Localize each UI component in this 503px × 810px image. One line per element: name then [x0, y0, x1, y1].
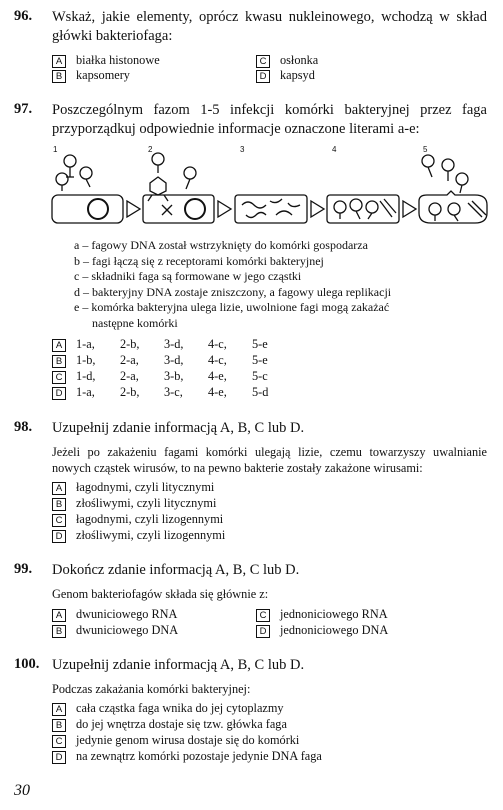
- option-letter-box: D: [52, 387, 66, 400]
- phage-icon: [56, 155, 92, 191]
- statement-d: d – bakteryjny DNA zostaje zniszczony, a fagowy ulega replikacji: [74, 284, 392, 299]
- phage-icon: [422, 155, 486, 221]
- option-d[interactable]: [52, 749, 322, 764]
- answer-pair: 2-b,: [120, 337, 140, 351]
- step-number: 3: [240, 145, 245, 154]
- option-text: cała cząstka faga wnika do jej cytoplazmy: [76, 701, 284, 715]
- answer-pair: 3-b,: [164, 369, 184, 383]
- option-letter-box: B: [52, 355, 66, 368]
- option-text: jednoniciowego DNA: [280, 623, 389, 637]
- question-text: Uzupełnij zdanie informacją A, B, C lub D.: [52, 420, 305, 436]
- option-text: kapsomery: [76, 68, 130, 82]
- answer-b[interactable]: [52, 353, 296, 368]
- answer-pair: 5-e: [252, 337, 268, 351]
- option-c[interactable]: [256, 607, 388, 622]
- bacterium-cell: [327, 195, 399, 223]
- option-letter-box: C: [256, 609, 270, 622]
- option-d[interactable]: [256, 68, 315, 83]
- answer-pair: 2-a,: [120, 369, 139, 383]
- bacterial-chromosome: [185, 199, 205, 219]
- option-letter-box: A: [52, 703, 66, 716]
- option-letter-box: D: [256, 625, 270, 638]
- option-letter-box: C: [52, 514, 66, 527]
- statement-b: b – fagi łączą się z receptorami komórki bakteryjnej: [74, 253, 324, 268]
- answer-pair: 1-d,: [76, 369, 96, 383]
- option-b[interactable]: [52, 496, 216, 511]
- option-b[interactable]: [52, 68, 130, 83]
- page-number: 30: [14, 782, 30, 799]
- option-text: jedynie genom wirusa dostaje się do komórki: [76, 733, 300, 747]
- option-letter-box: C: [256, 55, 270, 68]
- option-text: dwuniciowego RNA: [76, 607, 178, 621]
- answer-pair: 1-b,: [76, 353, 96, 367]
- question-stem: Podczas zakażania komórki bakteryjnej:: [52, 682, 251, 696]
- option-d[interactable]: [52, 528, 225, 543]
- question-text: Wskaż, jakie elementy, oprócz kwasu nukleinowego, wchodzą w skład główki bakteriofaga:: [52, 9, 487, 44]
- question-text: Poszczególnym fazom 1-5 infekcji komórki bakteryjnej przez faga przyporządkuj odpowiednie informacje oznaczone literami a-e:: [52, 102, 487, 137]
- option-letter-box: A: [52, 339, 66, 352]
- option-letter-box: D: [52, 530, 66, 543]
- option-letter-box: A: [52, 55, 66, 68]
- option-text: do jej wnętrza dostaje się tzw. główka faga: [76, 717, 287, 731]
- step-number: 4: [332, 145, 337, 154]
- step-number: 2: [148, 145, 153, 154]
- option-text: dwuniciowego DNA: [76, 623, 179, 637]
- answer-pair: 4-c,: [208, 353, 227, 367]
- bacterium-cell: [143, 195, 214, 223]
- option-c[interactable]: [52, 512, 223, 527]
- question-number: 98.: [14, 419, 33, 435]
- question-text: Dokończ zdanie informacją A, B, C lub D.: [52, 562, 300, 578]
- option-d[interactable]: [256, 623, 388, 638]
- answer-pair: 4-c,: [208, 337, 227, 351]
- question-number: 99.: [14, 561, 33, 577]
- question-text: Uzupełnij zdanie informacją A, B, C lub D.: [52, 657, 305, 673]
- phage-icon: [148, 153, 196, 215]
- question-stem: Jeżeli po zakażeniu fagami komórki ulegają lizie, czemu towarzyszy uwalnianie nowych cząstek wirusów, to na pewno bakterie zostały zakażone wirusami:: [52, 445, 487, 475]
- option-text: na zewnątrz komórki pozostaje jedynie DNA faga: [76, 749, 322, 763]
- option-letter-box: B: [52, 498, 66, 511]
- bacterial-chromosome: [88, 199, 108, 219]
- bacterium-cell: [235, 195, 307, 223]
- option-letter-box: D: [256, 70, 270, 83]
- arrow-icon: [127, 201, 140, 217]
- option-a[interactable]: [52, 53, 160, 68]
- option-letter-box: C: [52, 735, 66, 748]
- step-number: 1: [53, 145, 58, 154]
- arrow-icon: [218, 201, 231, 217]
- answer-pair: 5-e: [252, 353, 268, 367]
- answer-pair: 1-a,: [76, 337, 95, 351]
- option-text: kapsyd: [280, 68, 315, 82]
- question-number: 97.: [14, 101, 33, 117]
- option-letter-box: B: [52, 70, 66, 83]
- step-number: 5: [423, 145, 428, 154]
- option-text: osłonka: [280, 53, 319, 67]
- answer-pair: 2-b,: [120, 385, 140, 399]
- option-text: łagodnymi, czyli litycznymi: [76, 480, 215, 494]
- option-a[interactable]: [52, 701, 284, 716]
- answer-pair: 4-e,: [208, 369, 227, 383]
- option-a[interactable]: [52, 480, 214, 495]
- option-letter-box: D: [52, 751, 66, 764]
- answer-pair: 1-a,: [76, 385, 95, 399]
- answer-pair: 4-e,: [208, 385, 227, 399]
- answer-c[interactable]: [52, 369, 296, 384]
- answer-pair: 2-a,: [120, 353, 139, 367]
- option-text: złośliwymi, czyli litycznymi: [76, 496, 217, 510]
- answer-pair: 5-d: [252, 385, 269, 399]
- option-letter-box: B: [52, 719, 66, 732]
- answer-pair: 3-d,: [164, 337, 184, 351]
- option-text: jednoniciowego RNA: [280, 607, 388, 621]
- statement-a: a – fagowy DNA został wstrzyknięty do komórki gospodarza: [74, 238, 368, 252]
- question-number: 100.: [14, 656, 40, 672]
- option-letter-box: B: [52, 625, 66, 638]
- phage-infection-diagram: [50, 143, 500, 235]
- option-text: łagodnymi, czyli lizogennymi: [76, 512, 224, 526]
- option-a[interactable]: [52, 607, 177, 622]
- question-stem: Genom bakteriofagów składa się głównie z:: [52, 587, 269, 601]
- statement-e-continued: następne komórki: [92, 315, 178, 330]
- dna-fragments-icon: [242, 199, 300, 218]
- answer-d[interactable]: [52, 385, 296, 400]
- option-letter-box: C: [52, 371, 66, 384]
- option-b[interactable]: [52, 717, 287, 732]
- option-text: białka histonowe: [76, 53, 160, 67]
- option-letter-box: A: [52, 482, 66, 495]
- option-c[interactable]: [52, 733, 299, 748]
- answer-a[interactable]: [52, 337, 296, 352]
- statement-e: e – komórka bakteryjna ulega lizie, uwolnione fagi mogą zakażać: [74, 300, 390, 314]
- question-number: 96.: [14, 8, 33, 24]
- option-text: złośliwymi, czyli lizogennymi: [76, 528, 226, 542]
- option-c[interactable]: [256, 53, 318, 68]
- arrow-icon: [403, 201, 416, 217]
- option-letter-box: A: [52, 609, 66, 622]
- arrow-icon: [311, 201, 324, 217]
- answer-pair: 5-c: [252, 369, 268, 383]
- statement-c: c – składniki faga są formowane w jego cząstki: [74, 269, 302, 283]
- answer-pair: 3-d,: [164, 353, 184, 367]
- phage-assembly-icon: [334, 199, 396, 219]
- answer-pair: 3-c,: [164, 385, 183, 399]
- option-b[interactable]: [52, 623, 178, 638]
